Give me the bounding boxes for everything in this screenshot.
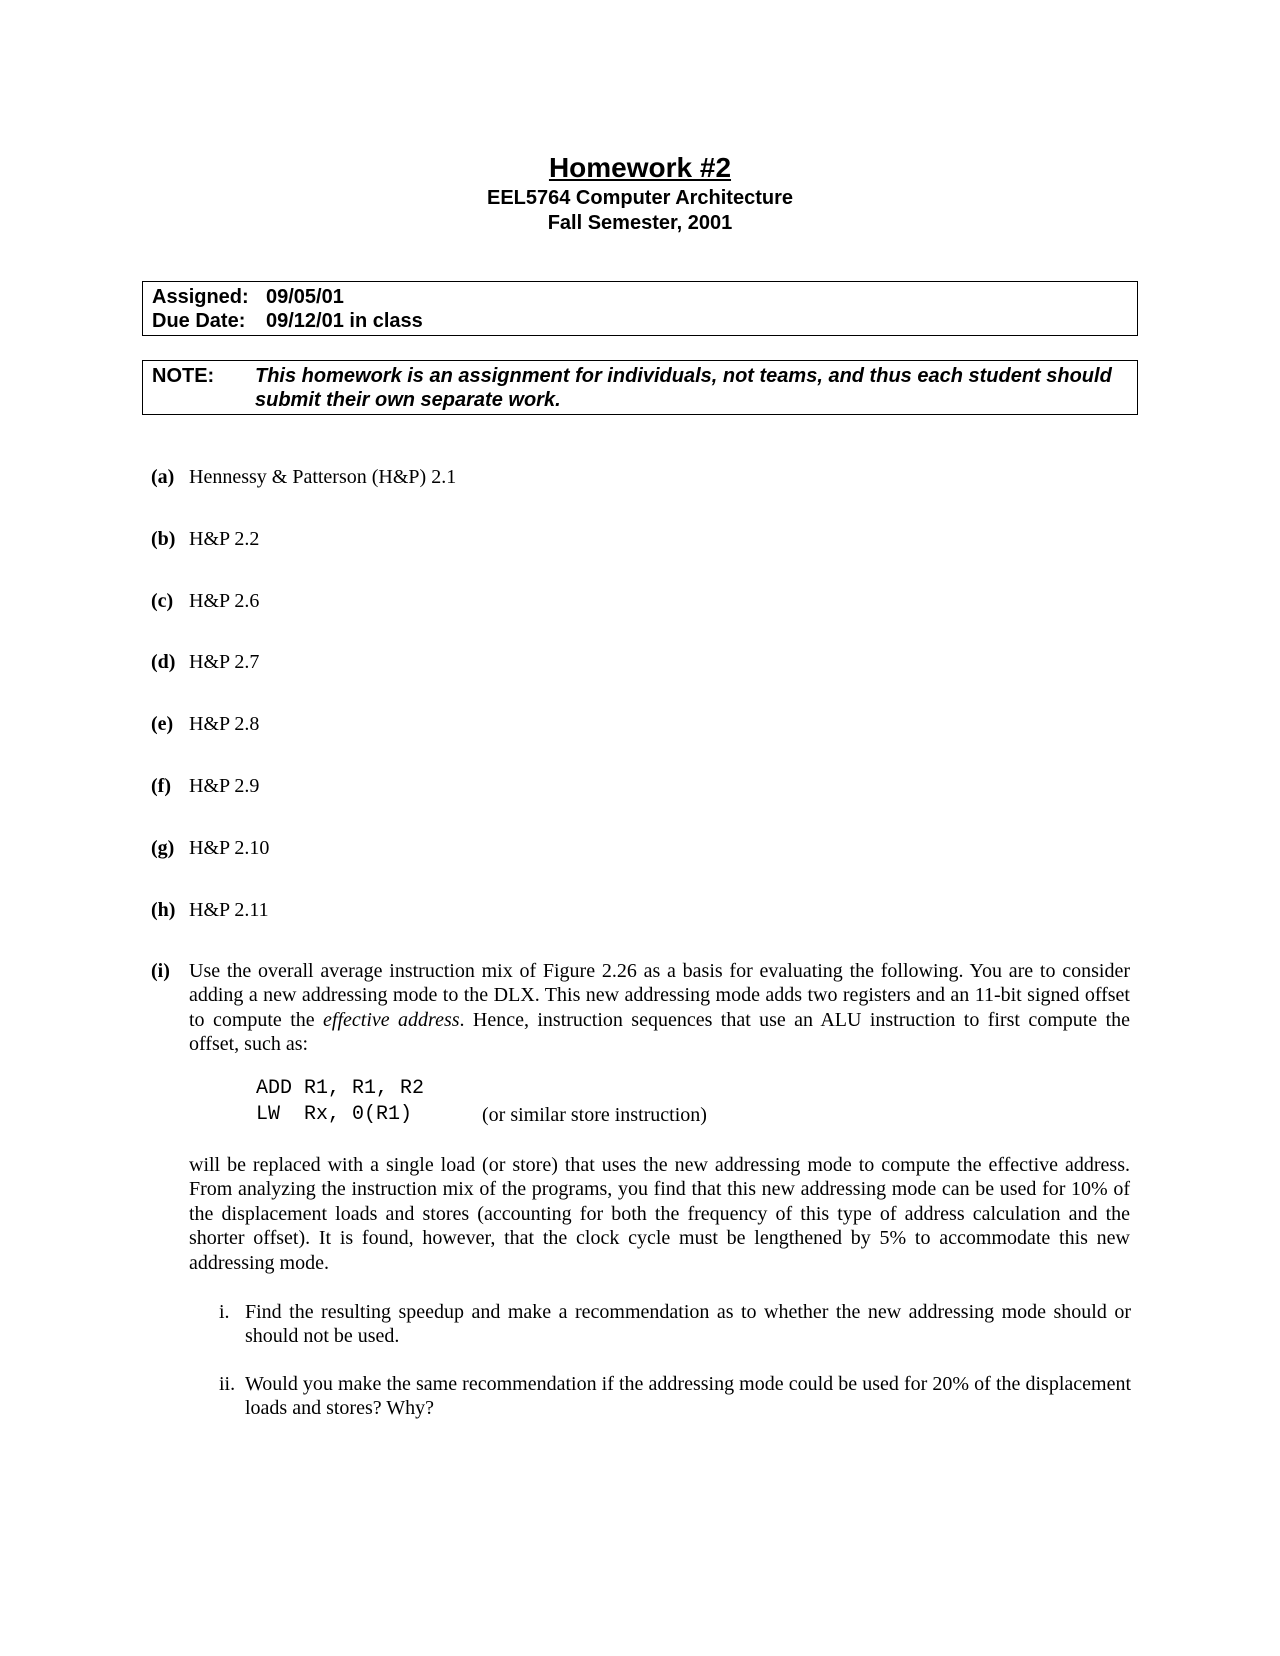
due-row: [152, 309, 1137, 333]
subpart-text: Would you make the same recommendation if the addressing mode could be used for 20% of the displacement loads and stores? Why?: [245, 1373, 1131, 1419]
assignment-box: [142, 281, 1138, 336]
problem-label: (d): [151, 651, 176, 673]
code-note: (or similar store instruction): [482, 1104, 707, 1126]
intro-text-after: . Hence, instruction sequences that use an ALU instruction to first compute the offset, such as:: [189, 1008, 1130, 1056]
problem-label: (a): [151, 466, 175, 488]
due-date: 09/12/01 in class: [266, 310, 423, 332]
assigned-label: Assigned:: [152, 286, 249, 308]
code-line-1: ADD R1, R1, R2: [256, 1077, 425, 1100]
assigned-date: 09/05/01: [266, 286, 344, 308]
problem-text: H&P 2.8: [189, 713, 260, 735]
problem-text: Hennessy & Patterson (H&P) 2.1: [189, 466, 457, 488]
semester: Fall Semester, 2001: [547, 212, 733, 234]
problem-label: (h): [151, 899, 176, 921]
subpart-text: Find the resulting speedup and make a recommendation as to whether the new addressing mode should or should not be used.: [245, 1301, 1131, 1347]
problem-i-followup: will be replaced with a single load (or store) that uses the new addressing mode to compute the effective address. From analyzing the instruction mix of the programs, you find that this new addressing mode can be used for 10% of the displacement loads and stores (accounting for both the frequency of this type of address calculation and the shorter offset). It is found, however, that the clock cycle must be lengthened by 5% to accommodate this new addressing mode.: [189, 1154, 1130, 1274]
note-text: This homework is an assignment for individuals, not teams, and thus each student should submit their own separate work.: [255, 365, 1112, 411]
title-block: [0, 150, 1280, 236]
problem-text: H&P 2.11: [189, 899, 269, 921]
assigned-row: [152, 285, 1137, 309]
note-label: NOTE:: [152, 365, 215, 387]
problem-label: (c): [151, 590, 174, 612]
problem-label: (b): [151, 528, 176, 550]
course-name: EEL5764 Computer Architecture: [486, 187, 793, 209]
intro-emphasis: effective address: [323, 1008, 460, 1031]
page-title: Homework #2: [548, 152, 732, 183]
problem-i-label: (i): [151, 960, 170, 982]
intro-text-before: Use the overall average instruction mix of Figure 2.26 as a basis for evaluating the following. You are to consider adding a new addressing mode to the DLX. This new addressing mode adds two registers and an 11-bit signed offset to compute the: [189, 960, 1130, 1031]
problem-text: H&P 2.2: [189, 528, 260, 550]
problem-text: H&P 2.9: [189, 775, 260, 797]
problem-text: H&P 2.10: [189, 837, 270, 859]
problem-i-intro: [189, 959, 1130, 1057]
problem-text: H&P 2.7: [189, 651, 260, 673]
subpart-number: ii.: [219, 1373, 236, 1395]
problem-label: (g): [151, 837, 175, 859]
problem-label: (e): [151, 713, 174, 735]
problem-text: H&P 2.6: [189, 590, 260, 612]
due-label: Due Date:: [152, 310, 246, 332]
code-line-2: LW Rx, 0(R1): [256, 1103, 413, 1126]
subpart-number: i.: [219, 1301, 230, 1323]
problem-label: (f): [151, 775, 171, 797]
note-box: [142, 360, 1138, 415]
